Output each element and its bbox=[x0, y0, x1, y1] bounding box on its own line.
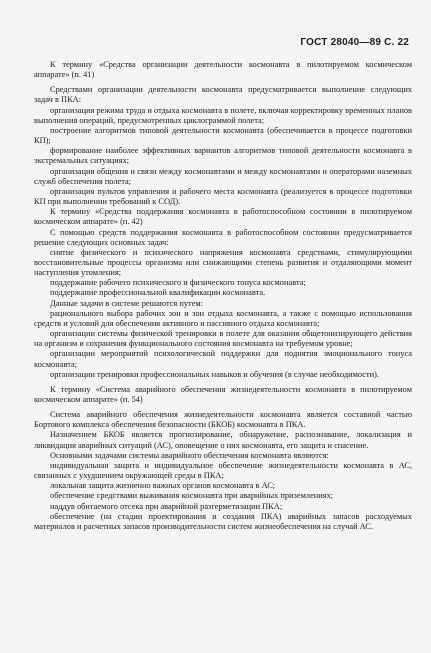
list-item: наддув обитаемого отсека при аварийной разгерметизации ПКА; bbox=[50, 501, 283, 511]
list-item: организация общения и связи между космонавтами и между космонавтами и операторами наземных служб обеспечения полета; bbox=[34, 166, 412, 186]
list-item: индивидуальная защита и индивидуальное обеспечение жизнедеятельности космонавта в АС, связанных с ухудшением окружающей среды в ПКА; bbox=[34, 460, 412, 481]
list-item: формирование наиболее эффективных вариантов алгоритмов типовой деятельности космонавта в экстремальных ситуациях; bbox=[34, 146, 412, 166]
list-item: рационального выбора рабочих зон и зон отдыха космонавта, а также с помощью использования средств и условий для обеспечения активного и пассивного отдыха космонавта; bbox=[34, 308, 412, 328]
paragraph: Назначением БКОБ является прогнозирование, обнаружение, распознавание, локализация и ликвидация аварийных ситуаций (АС), оповещение о них космонавта, его защита и спасение. bbox=[34, 430, 412, 450]
list-item: организации тренировки профессиональных навыков и обучения (в случае необходимости). bbox=[50, 369, 380, 379]
term-heading-54: К термину «Система аварийного обеспечения жизнедеятельности космонавта в пилотируемом космическом аппарате» (п. 54) bbox=[34, 384, 412, 404]
list-item: организации мероприятий психологической поддержки для поднятия эмоционального тонуса космонавта; bbox=[34, 349, 412, 369]
list-item: поддержание профессиональной квалификации космонавта. bbox=[50, 288, 266, 298]
paragraph: Средствами организации деятельности космонавта предусматривается выполнение следующих задач в ПКА: bbox=[34, 85, 412, 105]
list-item: поддержание рабочего психического и физического тонуса космонавта; bbox=[50, 278, 306, 288]
document-body bbox=[34, 60, 412, 532]
paragraph: Основными задачами системы аварийного обеспечения космонавта являются: bbox=[50, 450, 329, 460]
paragraph: Система аварийного обеспечения жизнедеятельности космонавта является составной частью Бортового комплекса обеспечения безопасности (БКОБ) космонавта в ПКА. bbox=[34, 410, 412, 430]
list-item: снятие физического и психического напряжения космонавта средствами, стимулирующими восстановительные процессы организма или снижающими степень развития и отдаляющими момент наступления утомления; bbox=[34, 247, 412, 278]
page-header: ГОСТ 28040—89 С. 22 bbox=[300, 37, 409, 48]
paragraph: Данные задачи в системе решаются путем: bbox=[50, 298, 204, 308]
list-item: построение алгоритмов типовой деятельности космонавта (обеспечивается в процессе подготовки КП); bbox=[34, 125, 412, 146]
term-heading-41: К термину «Средства организации деятельности космонавта в пилотируемом космическом аппарате» (п. 41) bbox=[34, 60, 412, 80]
list-item: локальная защита жизненно важных органов космонавта в АС; bbox=[50, 481, 276, 491]
list-item: организация режима труда и отдыха космонавта в полете, включая корректировку временных планов выполнения операций, предусмотренных циклограммой полета; bbox=[34, 105, 412, 125]
paragraph: С помощью средств поддержания космонавта в работоспособном состоянии предусматривается решение следующих основных задач: bbox=[34, 227, 412, 247]
list-item: организация пультов управления и рабочего места космонавта (реализуется в процессе подготовки КП при выполнении требований к СОД). bbox=[34, 186, 412, 207]
list-item: организации системы физической тренировки в полете для оказания общетонизирующего действия на организм и сохранения функционального состояния космонавта на требуемом уровне; bbox=[34, 329, 412, 349]
term-heading-42: К термину «Средства поддержания космонавта в работоспособном состоянии в пилотируемом космическом аппарате» (п. 42) bbox=[34, 207, 412, 227]
list-item: обеспечение средствами выживания космонавта при аварийных приземлениях; bbox=[50, 491, 334, 501]
list-item: обеспечение (на стадии проектирования и создания ПКА) аварийных запасов расходуемых материалов и расчетных запасов производительности систем жизнеобеспечения на случай АС. bbox=[34, 511, 412, 531]
